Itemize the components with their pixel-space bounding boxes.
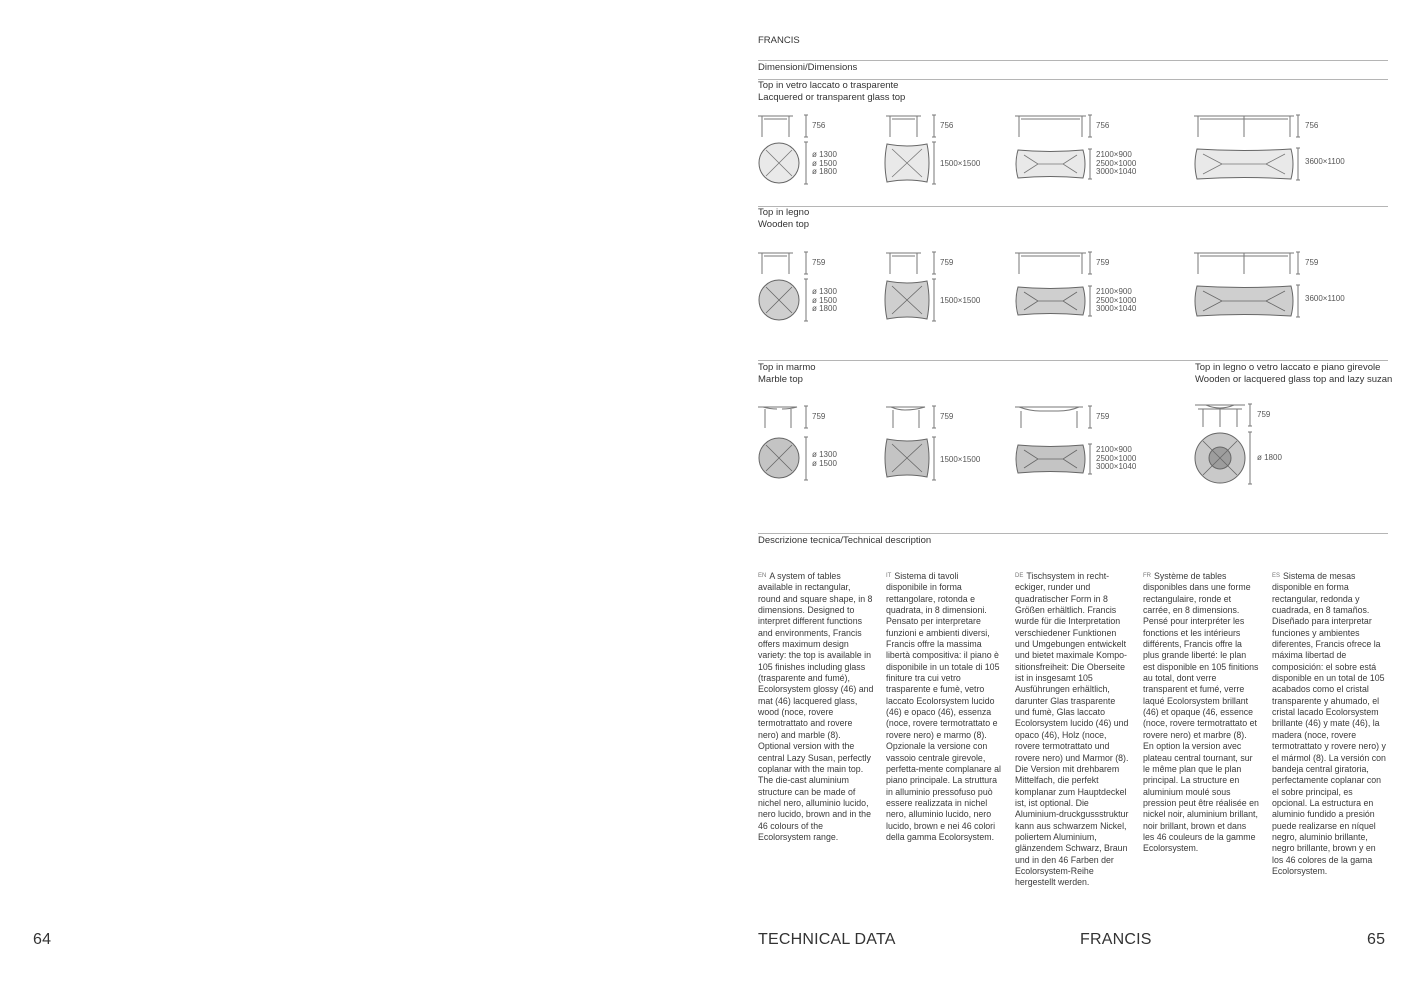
height-label: 759 xyxy=(1096,258,1110,267)
description-text: Système de tables disponibles dans une forme rectangulaire, ronde et carrée, en 8 dimensions. Pensé pour interpréter les fonctions et les intérieurs différents, Francis offre la plus grande liberté: le plan est disponible en 105 finitions au total, dont verre transparent et fumé, verre laqué Ecolorsystem brillant (46) et opaque (46, essence (noce, rovere termotrattato et rovere nero) et marbre (8). En option la version avec plateau central tournant, sur le même plan que le plan principal. La structure en aluminium moulé sous pression peut être réalisée en nickel noir, aluminium brillant, noir brillant, brown et dans les 46 couleurs de la gamme Ecolorsystem. xyxy=(1143,571,1259,854)
language-tag: FR xyxy=(1143,573,1151,579)
size-label: ø 1800 xyxy=(1257,453,1282,462)
size-label: ø 1300 ø 1500 xyxy=(812,450,837,468)
side-view-icon xyxy=(1194,253,1294,274)
description-column-en xyxy=(758,571,874,843)
size-label: 2100×900 2500×1000 3000×1040 xyxy=(1096,150,1137,177)
side-view-icon xyxy=(886,253,921,274)
height-label: 759 xyxy=(940,258,954,267)
footer-section-label: TECHNICAL DATA xyxy=(758,931,896,948)
size-label: 2100×900 2500×1000 3000×1040 xyxy=(1096,287,1137,314)
footer-product-label: FRANCIS xyxy=(1080,931,1152,948)
description-text: Sistema de mesas disponible en forma rectangular, redonda y cuadrada, en 8 tamaños. Diseñado para interpretar funciones y ambientes diferentes, Francis ofrece la máxima libertad de composición: el sobre está disponible en un total de 105 acabados como el cristal transparente y ahumado, el cristal lacado Ecolorsystem brillante (46) y mate (46), la madera (noce, rovere termotrattato y rovere nero) y el mármol (8). La versión con bandeja central giratoria, perfectamente coplanar con el sobre principal, es opcional. La estructura en aluminio fundido a presión puede realizarse en níquel negro, aluminio brillante, negro brillante, brown y en los 46 colores de la gama Ecolorsystem. xyxy=(1272,571,1386,876)
size-label: 1500×1500 xyxy=(940,159,981,168)
height-label: 759 xyxy=(812,258,826,267)
side-view-icon xyxy=(1015,116,1086,137)
description-text: A system of tables available in rectangular, round and square shape, in 8 dimensions. Designed to interpret different functions and environments, Francis offers maximum design variety: the top is available in 105 finishes including glass (trasparente and fumé), Ecolorsystem glossy (46) and mat (46) lacquered glass, wood (noce, rovere termotrattato and rovere nero) and marble (8). Optional version with the central Lazy Susan, perfectly coplanar with the main top. The die-cast aluminium structure can be made of nichel nero, alluminio lucido, nero lucido, brown and in the 46 colours of the Ecolorsystem range. xyxy=(758,571,874,842)
dimensions-heading: Dimensioni/Dimensions xyxy=(758,62,858,73)
height-label: 759 xyxy=(1257,410,1271,419)
height-label: 756 xyxy=(1096,121,1110,130)
description-column-fr xyxy=(1143,571,1259,855)
height-label: 756 xyxy=(1305,121,1319,130)
divider xyxy=(758,60,1388,61)
description-column-de xyxy=(1015,571,1131,889)
divider xyxy=(758,360,1388,361)
side-view-icon xyxy=(758,116,793,137)
language-tag: DE xyxy=(1015,573,1024,579)
side-view-icon xyxy=(1194,116,1294,137)
height-label: 756 xyxy=(812,121,826,130)
divider xyxy=(758,533,1388,534)
size-label: 3600×1100 xyxy=(1305,157,1345,166)
height-label: 759 xyxy=(940,412,954,421)
size-label: 3600×1100 xyxy=(1305,294,1345,303)
page-number-left: 64 xyxy=(33,931,52,948)
side-view-icon xyxy=(758,407,797,428)
side-view-icon xyxy=(1195,405,1245,427)
height-label: 759 xyxy=(1305,258,1319,267)
description-text: Tischsystem in recht-eckiger, runder und quadratischer Form in 8 Größen erhältlich. Francis wurde für die Interpretation verschiedener Funktionen und Umgebungen entwickelt und bietet maximale Kompo-sitionsfreiheit: Die Oberseite ist in insgesamt 105 Ausführungen erhältlich, darunter Glas trasparente und fumè, Glas laccato Ecolorsystem lucido (46) und opaco (46), Holz (noce, rovere termotrattato und rovere nero) und Marmor (8). Die Version mit drehbarem Mittelfach, die perfekt komplanar zum Hauptdeckel ist, ist optional. Die Aluminium-druckgussstruktur kann aus schwarzem Nickel, poliertem Aluminium, glänzendem Schwarz, Braun und in den 46 Farben der Ecolorsystem-Reihe hergestellt werden. xyxy=(1015,571,1129,888)
side-view-icon xyxy=(886,407,925,428)
language-tag: EN xyxy=(758,573,767,579)
divider xyxy=(758,206,1388,207)
page-number-right: 65 xyxy=(1367,931,1386,948)
product-title: FRANCIS xyxy=(758,35,800,46)
description-column-it xyxy=(886,571,1002,843)
side-view-icon xyxy=(758,253,793,274)
group-title-wood: Top in legno Wooden top xyxy=(758,207,810,230)
side-view-icon xyxy=(1015,253,1086,274)
size-label: ø 1300 ø 1500 ø 1800 xyxy=(812,287,837,314)
side-view-icon xyxy=(886,116,921,137)
language-tag: IT xyxy=(886,573,892,579)
side-view-icon xyxy=(1015,407,1083,428)
language-tag: ES xyxy=(1272,573,1281,579)
group-title-marble: Top in marmo Marble top xyxy=(758,362,816,385)
size-label: 1500×1500 xyxy=(940,296,981,305)
height-label: 759 xyxy=(812,412,826,421)
description-column-es xyxy=(1272,571,1388,877)
group-title-glass: Top in vetro laccato o trasparente Lacquered or transparent glass top xyxy=(758,80,906,103)
group-title-lazy-suzan: Top in legno o vetro laccato e piano girevole Wooden or lacquered glass top and lazy suzan xyxy=(1195,362,1393,385)
size-label: ø 1300 ø 1500 ø 1800 xyxy=(812,150,837,177)
height-label: 756 xyxy=(940,121,954,130)
drawings-marble-row xyxy=(0,0,1,1)
description-text: Sistema di tavoli disponibile in forma rettangolare, rotonda e quadrata, in 8 dimensioni. Pensato per interpretare funzioni e ambienti diversi, Francis offre la massima libertà compositiva: il piano è disponibile in un totale di 105 finiture tra cui vetro trasparente e fumè, vetro laccato Ecolorsystem lucido (46) e opaco (46), essenza (noce, rovere termotrattato e rovere nero) e marmo (8). Opzionale la versione con vassoio centrale girevole, perfetta-mente complanare al piano principale. La struttura in alluminio pressofuso può essere realizzata in nichel nero, alluminio lucido, nero lucido, brown e nei 46 colori della gamma Ecolorsystem. xyxy=(886,571,1001,842)
size-label: 2100×900 2500×1000 3000×1040 xyxy=(1096,445,1137,472)
size-label: 1500×1500 xyxy=(940,455,981,464)
height-label: 759 xyxy=(1096,412,1110,421)
description-heading: Descrizione tecnica/Technical description xyxy=(758,535,932,546)
